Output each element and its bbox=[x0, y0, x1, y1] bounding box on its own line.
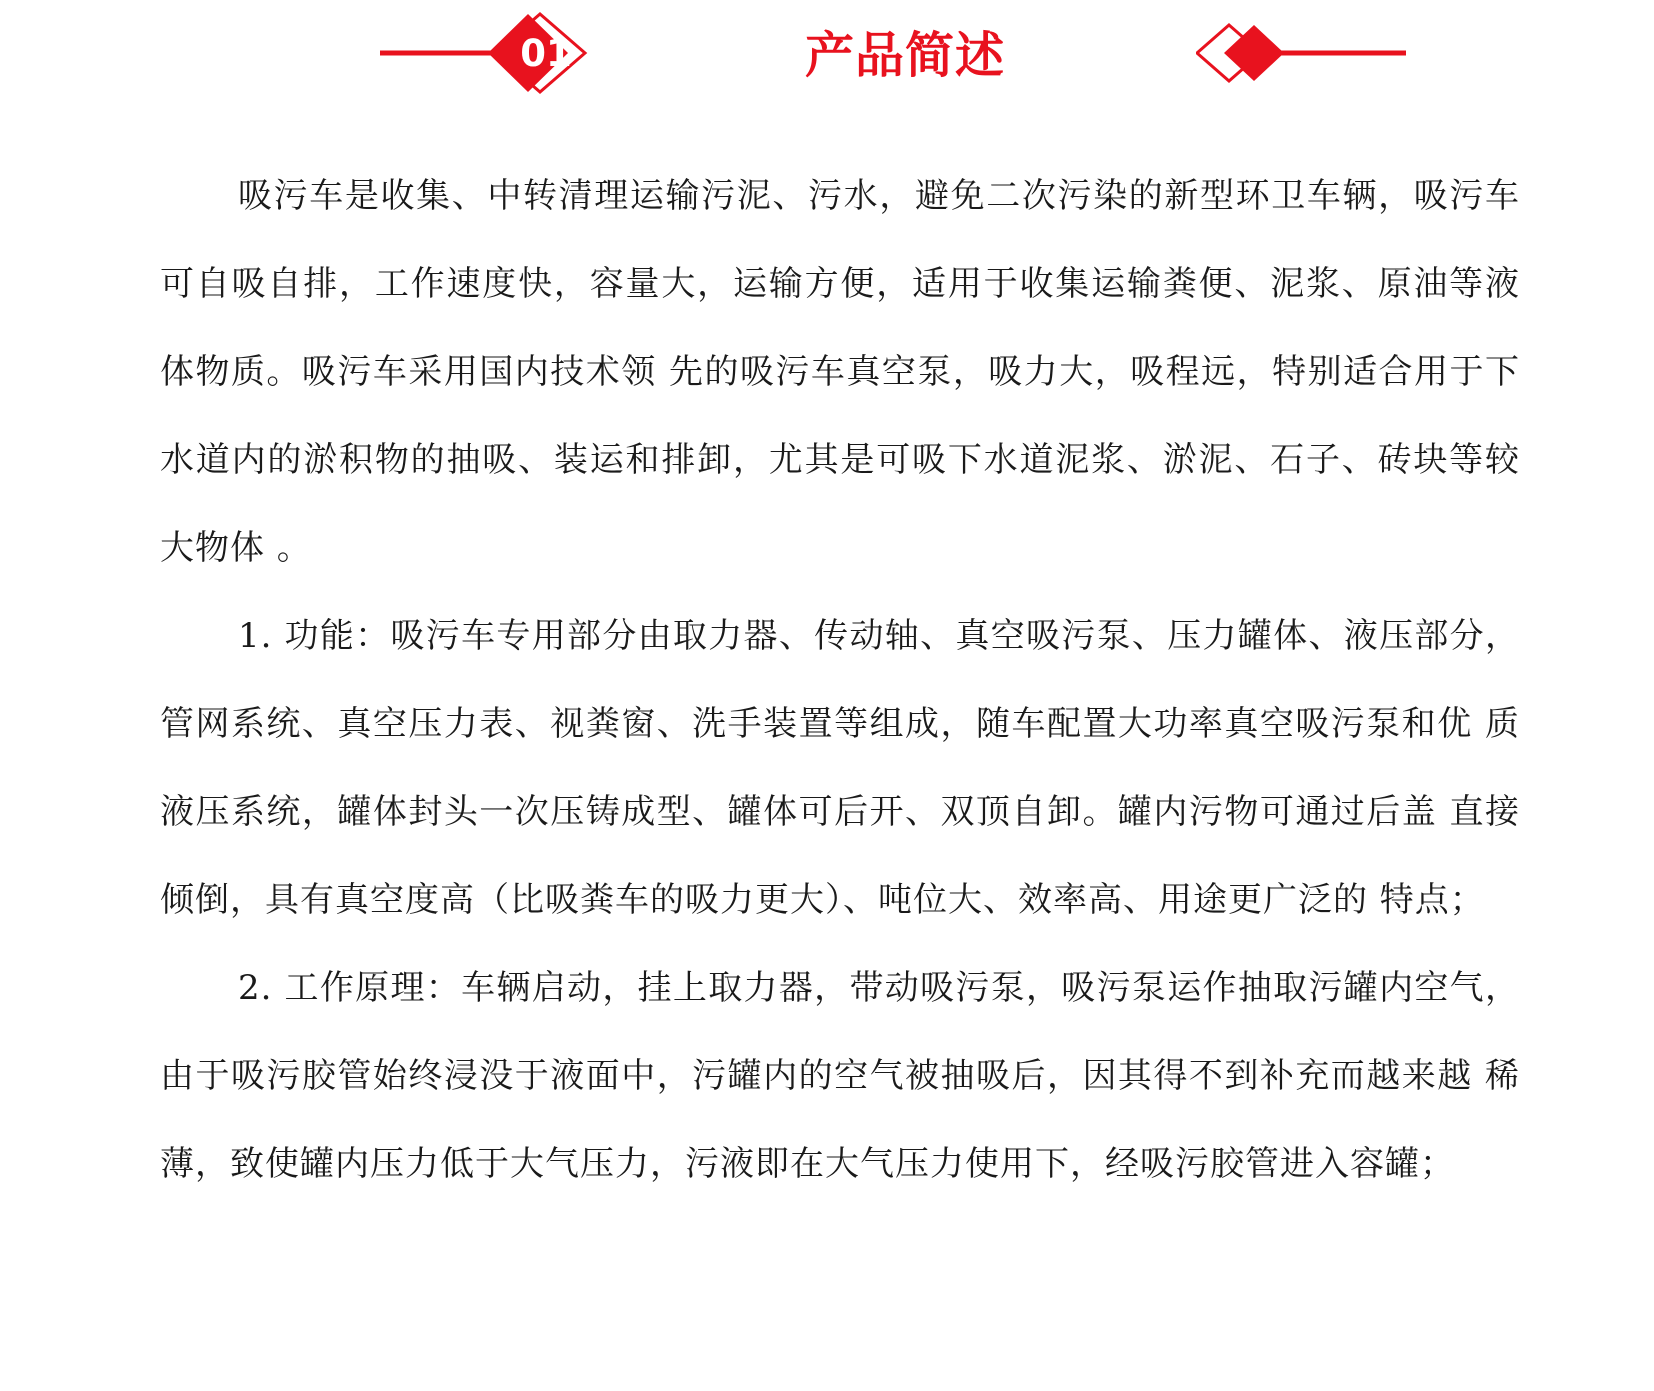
section-title: 产品简述 bbox=[804, 27, 1005, 84]
working-principle-paragraph: 2. 工作原理：车辆启动，挂上取力器，带动吸污泵，吸污泵运作抽取污罐内空气， 由于吸污胶管始终浸没于液面中，污罐内的空气被抽吸后，因其得不到补充而越来越 稀薄，致使罐内压力低于大气压力，污液即在大气压力使用下，经吸污胶管进入容罐； bbox=[160, 968, 1520, 1184]
intro-paragraph: 吸污车是收集、中转清理运输污泥、污水，避免二次污染的新型环卫车辆，吸污车可自吸自排，工作速度快，容量大，运输方便，适用于收集运输粪便、泥浆、原油等液体物质。吸污车采用国内技术领 先的吸污车真空泵，吸力大，吸程远，特别适合用于下水道内的淤积物的抽吸、装运和排卸，尤其是可吸下水道泥浆、淤泥、石子、砖块等较大物体 。 bbox=[160, 176, 1520, 568]
document-body bbox=[160, 152, 1520, 1208]
right-diamond-ornament bbox=[1196, 12, 1406, 102]
function-paragraph: 1. 功能：吸污车专用部分由取力器、传动轴、真空吸污泵、压力罐体、液压部分， 管网系统、真空压力表、视粪窗、洗手装置等组成，随车配置大功率真空吸污泵和优 质液压系统，罐体封头一次压铸成型、罐体可后开、双顶自卸。罐内污物可通过后盖 直接倾倒，具有真空度高（比吸粪车的吸力更大）、吨位大、效率高、用途更广泛的 特点； bbox=[160, 616, 1520, 920]
section-header bbox=[0, 0, 1654, 110]
section-number: 01 bbox=[520, 32, 572, 75]
